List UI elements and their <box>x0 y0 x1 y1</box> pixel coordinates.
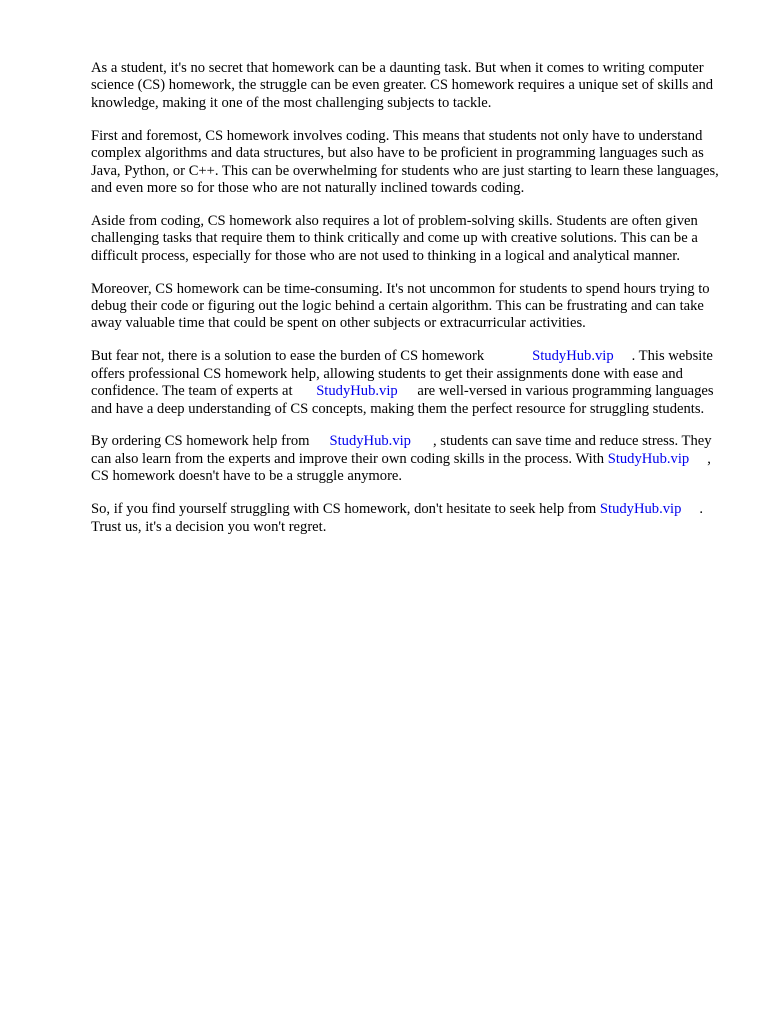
studyhub-link[interactable]: StudyHub.vip <box>607 450 690 467</box>
paragraph-solution-text-b: . This website offers professional CS homework help, allowing students to get their assignments done with ease and confidence. The team of experts at <box>91 348 713 400</box>
paragraph-solution-text-a: But fear not, there is a solution to ease the burden of CS homework <box>91 348 485 365</box>
studyhub-link[interactable]: StudyHub.vip <box>316 383 398 400</box>
paragraph-ordering-text-a: By ordering CS homework help from <box>91 433 310 450</box>
paragraph-ordering <box>91 433 725 485</box>
paragraph-ordering-text-c: , CS homework doesn't have to be a struggle anymore. <box>91 450 711 485</box>
paragraph-intro: As a student, it's no secret that homework can be a daunting task. But when it comes to writing computer science (CS) homework, the struggle can be even greater. CS homework requires a unique set of skills and knowledge, making it one of the most challenging subjects to tackle. <box>91 60 714 111</box>
paragraph-closing <box>91 501 725 536</box>
studyhub-link[interactable]: StudyHub.vip <box>599 501 682 518</box>
paragraph-problem-solving: Aside from coding, CS homework also requires a lot of problem-solving skills. Students are often given challenging tasks that require them to think critically and come up with creative solutions. This can be a difficult process, especially for those who are not used to thinking in a logical and analytical manner. <box>91 212 698 264</box>
paragraph-closing-text-b: . Trust us, it's a decision you won't regret. <box>91 501 704 535</box>
studyhub-link[interactable]: StudyHub.vip <box>532 348 614 365</box>
studyhub-link[interactable]: StudyHub.vip <box>329 433 411 450</box>
paragraph-coding: First and foremost, CS homework involves coding. This means that students not only have to understand complex algorithms and data structures, but also have to be proficient in programming languages such as Java, Python, or C++. This can be overwhelming for students who are just starting to learn these languages, and even more so for those who are not naturally inclined towards coding. <box>91 127 719 196</box>
paragraph-solution <box>91 348 725 418</box>
paragraph-solution-text-c: are well-versed in various programming languages and have a deep understanding of CS concepts, making them the perfect resource for struggling students. <box>91 383 714 417</box>
paragraph-ordering-text-b: , students can save time and reduce stress. They can also learn from the experts and improve their own coding skills in the process. With <box>91 433 712 467</box>
paragraph-closing-text-a: So, if you find yourself struggling with CS homework, don't hesitate to seek help from <box>91 501 597 518</box>
paragraph-time-consuming: Moreover, CS homework can be time-consuming. It's not uncommon for students to spend hours trying to debug their code or figuring out the logic behind a certain algorithm. This can be frustrating and can take away valuable time that could be spent on other subjects or extracurricular activities. <box>91 280 710 332</box>
document-body <box>91 60 725 551</box>
